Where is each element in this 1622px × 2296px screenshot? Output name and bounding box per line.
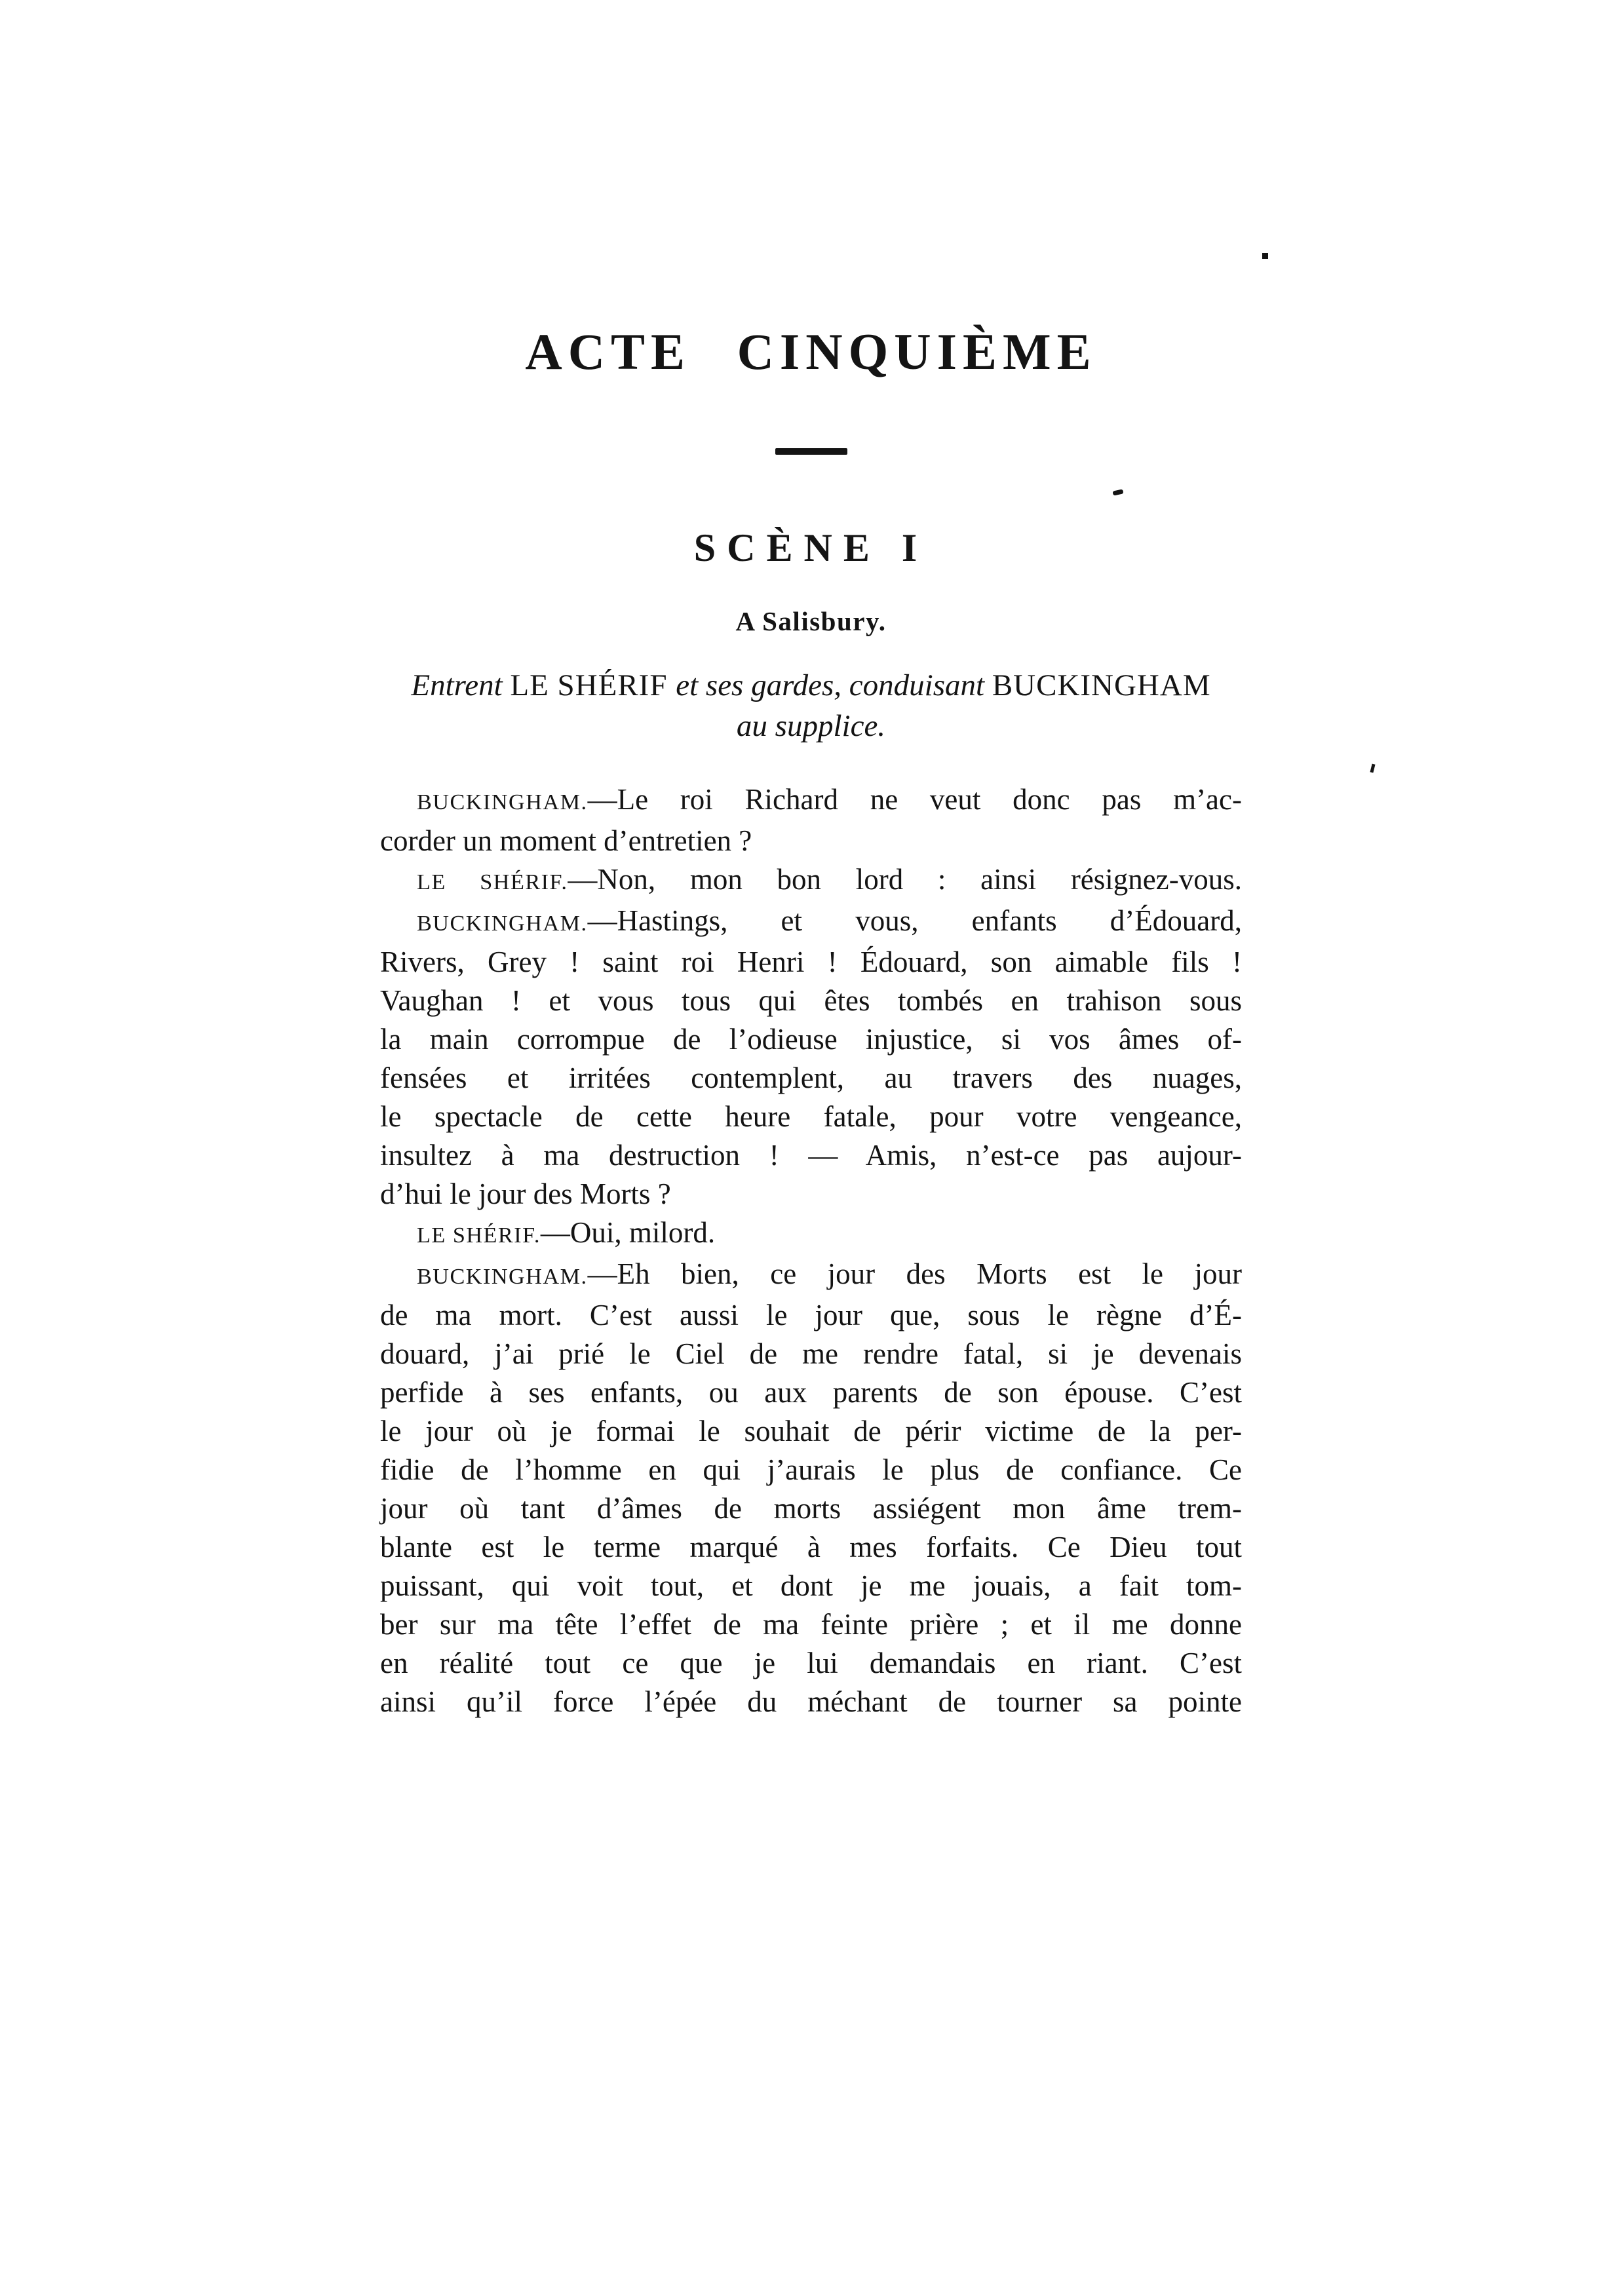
dialogue-line [380, 982, 1242, 1020]
text-segment: et ses gardes, conduisant [676, 668, 992, 702]
scene-location: A Salisbury. [735, 606, 887, 636]
dialogue-line [380, 902, 1242, 943]
dialogue-line [380, 943, 1242, 982]
stage-direction-line [353, 665, 1270, 706]
dialogue-line [380, 1175, 1242, 1214]
stage-direction [353, 665, 1270, 746]
dialogue-line [380, 1020, 1242, 1059]
speaker-name: LE SHÉRIF. [417, 1223, 541, 1248]
scan-artifact [1370, 764, 1376, 773]
dialogue-line [380, 780, 1242, 822]
speaker-name: BUCKINGHAM. [417, 790, 588, 814]
text-segment: ainsi qu’il force l’épée du méchant de tourner sa pointe [380, 1685, 1242, 1718]
text-segment: la main corrompue de l’odieuse injustice, si vos âmes of- [380, 1023, 1242, 1056]
text-segment: douard, j’ai prié le Ciel de me rendre fatal, si je devenais [380, 1337, 1242, 1370]
text-segment: insultez à ma destruction ! — Amis, n’est-ce pas aujour- [380, 1139, 1242, 1172]
dialogue-line [380, 1098, 1242, 1136]
scan-artifact [1112, 489, 1123, 495]
text-segment: —Eh bien, ce jour des Morts est le jour [587, 1257, 1242, 1290]
text-segment: —Hastings, et vous, enfants d’Édouard, [587, 904, 1242, 937]
text-segment: Vaughan ! et vous tous qui êtes tombés en trahison sous [380, 984, 1242, 1017]
text-segment: au supplice. [736, 709, 886, 743]
dialogue-line [380, 822, 1242, 860]
title-divider-rule [775, 448, 847, 455]
dialogue-line [380, 1255, 1242, 1296]
text-segment: d’hui le jour des Morts ? [380, 1177, 671, 1210]
act-title: ACTE CINQUIÈME [525, 323, 1097, 380]
scan-artifact [1262, 253, 1268, 259]
dialogue-line [380, 1451, 1242, 1489]
dialogue-line [380, 860, 1242, 902]
dialogue-line [380, 1373, 1242, 1412]
character-name: BUCKINGHAM [992, 668, 1211, 702]
dialogue-line [380, 1528, 1242, 1567]
text-segment: fidie de l’homme en qui j’aurais le plus de confiance. Ce [380, 1453, 1242, 1486]
text-segment: —Le roi Richard ne veut donc pas m’ac- [587, 783, 1242, 816]
text-segment: perfide à ses enfants, ou aux parents de son épouse. C’est [380, 1376, 1242, 1409]
scene-title: SCÈNE I [693, 526, 929, 569]
speaker-name: BUCKINGHAM. [417, 911, 588, 936]
dialogue-line [380, 1214, 1242, 1255]
dialogue-text-block [380, 780, 1242, 1721]
text-segment: —Non, mon bon lord : ainsi résignez-vous. [568, 863, 1242, 896]
character-name: LE SHÉRIF [510, 668, 676, 702]
text-segment: le spectacle de cette heure fatale, pour votre vengeance, [380, 1100, 1242, 1133]
text-segment: ber sur ma tête l’effet de ma feinte prière ; et il me donne [380, 1608, 1242, 1641]
dialogue-line [380, 1059, 1242, 1098]
text-segment: en réalité tout ce que je lui demandais en riant. C’est [380, 1647, 1242, 1679]
speaker-name: LE SHÉRIF. [417, 870, 568, 894]
dialogue-line [380, 1644, 1242, 1683]
text-segment: corder un moment d’entretien ? [380, 824, 752, 857]
dialogue-line [380, 1605, 1242, 1644]
dialogue-line [380, 1489, 1242, 1528]
dialogue-line [380, 1296, 1242, 1335]
text-segment: fensées et irritées contemplent, au travers des nuages, [380, 1062, 1242, 1094]
text-segment: Rivers, Grey ! saint roi Henri ! Édouard, son aimable fils ! [380, 946, 1242, 978]
dialogue-line [380, 1567, 1242, 1605]
dialogue-line [380, 1136, 1242, 1175]
text-segment: le jour où je formai le souhait de périr victime de la per- [380, 1415, 1242, 1447]
text-segment: Entrent [411, 668, 511, 702]
speaker-name: BUCKINGHAM. [417, 1265, 588, 1289]
text-segment: —Oui, milord. [540, 1216, 716, 1249]
dialogue-line [380, 1683, 1242, 1721]
dialogue-line [380, 1412, 1242, 1451]
text-segment: blante est le terme marqué à mes forfaits. Ce Dieu tout [380, 1531, 1242, 1563]
stage-direction-line [353, 706, 1270, 746]
text-segment: jour où tant d’âmes de morts assiégent mon âme trem- [380, 1492, 1242, 1525]
text-segment: de ma mort. C’est aussi le jour que, sous le règne d’É- [380, 1299, 1242, 1331]
dialogue-line [380, 1335, 1242, 1373]
text-segment: puissant, qui voit tout, et dont je me jouais, a fait tom- [380, 1569, 1242, 1602]
